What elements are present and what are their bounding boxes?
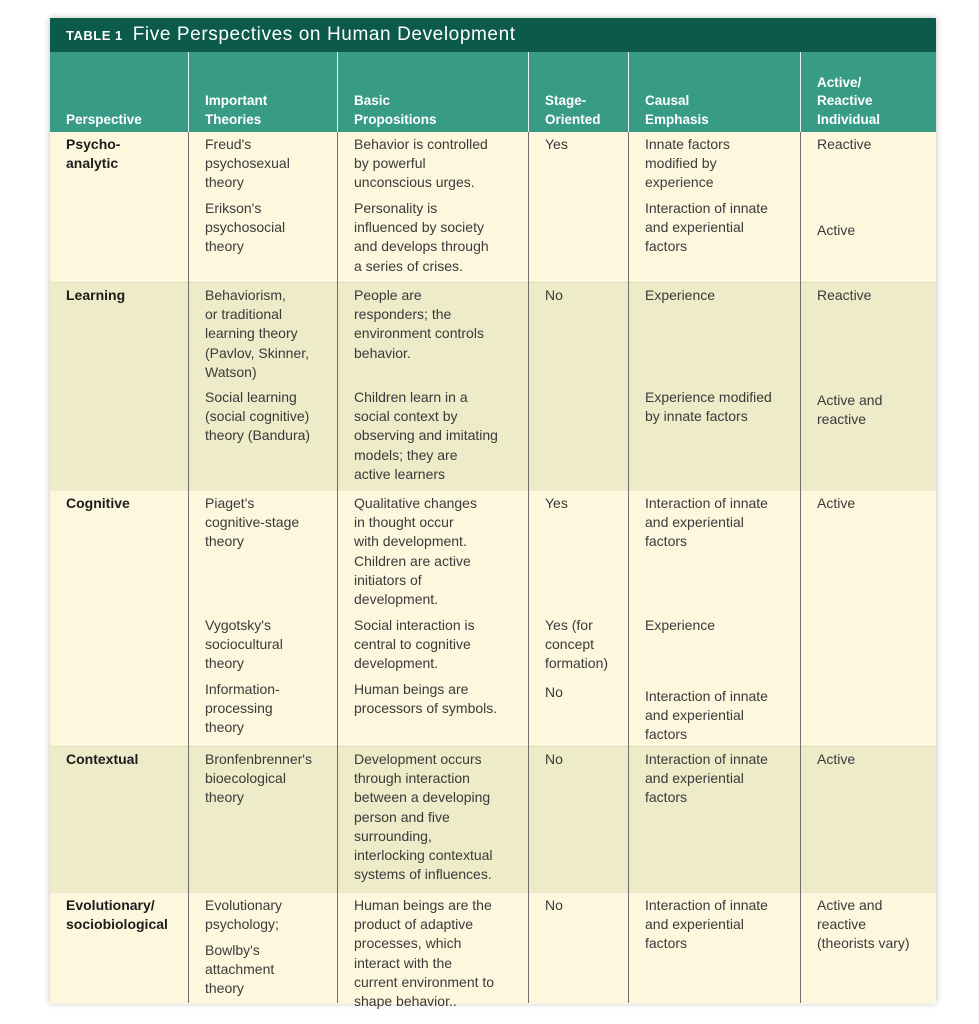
table-row xyxy=(50,132,936,282)
theory-line: Bronfenbrenner's xyxy=(205,751,312,767)
proposition-line: a series of crises. xyxy=(354,257,463,274)
causal-line: factors xyxy=(645,935,688,952)
theory-line: psychosocial xyxy=(205,219,286,236)
stage-cell xyxy=(545,896,563,915)
perspective-line: analytic xyxy=(66,155,119,172)
proposition-line: development. xyxy=(354,655,439,672)
header-line: Oriented xyxy=(545,111,601,127)
theory-line: Piaget's xyxy=(205,495,255,511)
header-theories xyxy=(205,92,267,129)
proposition-line: current environment to xyxy=(354,973,495,990)
theory-line: Bowlby's xyxy=(205,942,260,958)
proposition-line: social context by xyxy=(354,408,458,425)
perspective-line: Contextual xyxy=(66,751,139,767)
proposition-line: responders; the xyxy=(354,306,452,323)
table-row xyxy=(50,282,936,491)
stage-line: No xyxy=(545,287,563,303)
theory-cell xyxy=(205,286,309,382)
stage-line: Yes xyxy=(545,136,568,152)
theory-line: Watson) xyxy=(205,363,257,380)
causal-line: factors xyxy=(645,238,688,255)
column-divider xyxy=(528,132,529,1003)
theory-line: Vygotsky's xyxy=(205,617,271,633)
proposition-line: observing and imitating xyxy=(354,427,498,444)
theory-line: processing xyxy=(205,700,273,717)
column-divider xyxy=(628,52,629,132)
causal-cell xyxy=(645,388,772,426)
proposition-line: interlocking contextual xyxy=(354,847,493,864)
header-line: Causal xyxy=(645,93,690,108)
theory-cell xyxy=(205,896,282,934)
stage-line: No xyxy=(545,897,563,913)
theory-cell xyxy=(205,135,290,193)
causal-line: Interaction of innate xyxy=(645,688,768,704)
theory-line: theory xyxy=(205,238,244,255)
proposition-line: shape behavior.. xyxy=(354,993,457,1010)
proposition-line: and develops through xyxy=(354,238,489,255)
theory-line: theory xyxy=(205,719,244,736)
header-line: Active/ xyxy=(817,74,862,90)
active-line: Active and xyxy=(817,392,883,408)
proposition-line: product of adaptive xyxy=(354,916,474,933)
proposition-line: active learners xyxy=(354,465,446,482)
header-perspective xyxy=(66,111,142,130)
perspective-line: Evolutionary/ xyxy=(66,897,155,913)
active-cell xyxy=(817,286,871,305)
theory-cell xyxy=(205,388,310,446)
stage-line: Yes xyxy=(545,495,568,511)
proposition-line: behavior. xyxy=(354,344,411,361)
causal-line: and experiential xyxy=(645,219,744,236)
stage-line: concept xyxy=(545,636,595,653)
theory-cell xyxy=(205,941,274,999)
theory-line: or traditional xyxy=(205,306,283,323)
theory-cell xyxy=(205,616,283,674)
column-divider xyxy=(337,52,338,132)
active-cell xyxy=(817,391,882,429)
stage-cell xyxy=(545,616,608,674)
header-line: Theories xyxy=(205,111,262,127)
proposition-line: unconscious urges. xyxy=(354,174,475,191)
theory-line: theory xyxy=(205,174,244,191)
causal-line: by innate factors xyxy=(645,408,748,425)
proposition-line: in thought occur xyxy=(354,514,454,531)
table-row xyxy=(50,892,936,1010)
header-line: Stage- xyxy=(545,93,587,108)
proposition-line: through interaction xyxy=(354,770,470,787)
causal-line: Experience modified xyxy=(645,389,772,405)
causal-line: factors xyxy=(645,726,688,743)
proposition-line: processors of symbols. xyxy=(354,700,498,717)
proposition-line: Qualitative changes xyxy=(354,495,477,511)
proposition-cell xyxy=(354,680,497,718)
causal-cell xyxy=(645,750,768,808)
column-divider xyxy=(800,52,801,132)
proposition-line: person and five xyxy=(354,808,450,825)
theory-line: (Pavlov, Skinner, xyxy=(205,344,310,361)
proposition-line: development. xyxy=(354,591,439,608)
causal-line: Interaction of innate xyxy=(645,200,768,216)
causal-cell xyxy=(645,199,768,257)
active-line: Active xyxy=(817,222,856,238)
proposition-line: Children learn in a xyxy=(354,389,468,405)
table-header-row xyxy=(50,52,936,132)
proposition-line: Social interaction is xyxy=(354,617,475,633)
stage-line: Yes (for xyxy=(545,617,593,633)
column-divider xyxy=(188,52,189,132)
column-divider xyxy=(337,132,338,1003)
causal-line: and experiential xyxy=(645,770,744,787)
active-line: reactive xyxy=(817,916,867,933)
causal-cell xyxy=(645,687,768,745)
causal-line: factors xyxy=(645,533,688,550)
theory-line: theory xyxy=(205,789,244,806)
theory-line: Freud's xyxy=(205,136,252,152)
theory-line: Evolutionary xyxy=(205,897,283,913)
causal-line: Innate factors xyxy=(645,136,730,152)
table-row xyxy=(50,490,936,747)
proposition-cell xyxy=(354,616,475,674)
table-title: Five Perspectives on Human Development xyxy=(132,24,516,45)
theory-line: cognitive-stage xyxy=(205,514,300,531)
active-cell xyxy=(817,750,855,769)
active-cell xyxy=(817,494,855,513)
stage-cell xyxy=(545,494,568,513)
development-table xyxy=(50,18,936,1010)
active-line: (theorists vary) xyxy=(817,935,910,952)
header-line: Perspective xyxy=(66,111,142,127)
causal-cell xyxy=(645,616,715,635)
table-row xyxy=(50,746,936,893)
proposition-line: interact with the xyxy=(354,954,453,971)
causal-cell xyxy=(645,135,730,193)
column-divider xyxy=(628,132,629,1003)
active-line: Active xyxy=(817,751,856,767)
perspective-cell xyxy=(66,286,125,305)
proposition-cell xyxy=(354,199,489,276)
proposition-line: Human beings are xyxy=(354,681,469,697)
stage-line: No xyxy=(545,684,563,700)
causal-line: and experiential xyxy=(645,916,744,933)
theory-line: theory (Bandura) xyxy=(205,427,311,444)
causal-line: Interaction of innate xyxy=(645,897,768,913)
active-cell xyxy=(817,896,910,954)
causal-line: and experiential xyxy=(645,707,744,724)
causal-line: Interaction of innate xyxy=(645,495,768,511)
proposition-line: surrounding, xyxy=(354,827,432,844)
theory-line: learning theory xyxy=(205,325,298,342)
theory-line: Information- xyxy=(205,681,280,697)
causal-line: Experience xyxy=(645,617,716,633)
stage-cell xyxy=(545,135,568,154)
theory-cell xyxy=(205,750,312,808)
theory-line: attachment xyxy=(205,961,275,978)
theory-line: (social cognitive) xyxy=(205,408,310,425)
causal-line: and experiential xyxy=(645,514,744,531)
perspective-cell xyxy=(66,135,120,173)
proposition-line: models; they are xyxy=(354,446,458,463)
header-stage xyxy=(545,92,601,129)
theory-line: psychosexual xyxy=(205,155,290,172)
proposition-line: between a developing xyxy=(354,789,491,806)
perspective-cell xyxy=(66,750,138,769)
stage-line: No xyxy=(545,751,563,767)
causal-line: modified by xyxy=(645,155,717,172)
causal-line: experience xyxy=(645,174,714,191)
table-number: TABLE 1 xyxy=(66,28,123,43)
stage-cell xyxy=(545,750,563,769)
proposition-line: systems of influences. xyxy=(354,866,492,883)
theory-line: theory xyxy=(205,655,244,672)
header-line: Emphasis xyxy=(645,111,709,127)
perspective-line: sociobiological xyxy=(66,916,168,933)
theory-line: bioecological xyxy=(205,770,286,787)
active-line: Reactive xyxy=(817,287,872,303)
column-divider xyxy=(528,52,529,132)
proposition-line: by powerful xyxy=(354,155,426,172)
header-line: Reactive xyxy=(817,93,873,108)
proposition-cell xyxy=(354,286,484,363)
theory-cell xyxy=(205,494,299,552)
perspective-line: Cognitive xyxy=(66,495,130,511)
stage-cell xyxy=(545,286,563,305)
active-cell xyxy=(817,221,855,240)
proposition-cell xyxy=(354,135,488,193)
perspective-line: Learning xyxy=(66,287,126,303)
theory-cell xyxy=(205,680,280,738)
proposition-line: environment controls xyxy=(354,325,484,342)
theory-line: Behaviorism, xyxy=(205,287,286,303)
causal-line: Experience xyxy=(645,287,716,303)
stage-line: formation) xyxy=(545,655,609,672)
causal-line: factors xyxy=(645,789,688,806)
proposition-cell xyxy=(354,896,494,1011)
theory-line: theory xyxy=(205,980,244,997)
table-title-bar xyxy=(50,18,936,52)
proposition-cell xyxy=(354,750,493,884)
proposition-line: Personality is xyxy=(354,200,438,216)
header-line: Basic xyxy=(354,93,391,108)
proposition-line: Children are active xyxy=(354,552,471,569)
proposition-line: central to cognitive xyxy=(354,636,471,653)
causal-cell xyxy=(645,494,768,552)
theory-line: Social learning xyxy=(205,389,297,405)
theory-line: theory xyxy=(205,533,244,550)
causal-cell xyxy=(645,896,768,954)
active-cell xyxy=(817,135,871,154)
header-line: Individual xyxy=(817,111,881,127)
column-divider xyxy=(800,132,801,1003)
stage-cell xyxy=(545,683,563,702)
proposition-cell xyxy=(354,388,498,484)
perspective-cell xyxy=(66,494,130,513)
proposition-line: People are xyxy=(354,287,422,303)
header-line: Propositions xyxy=(354,111,437,127)
column-divider xyxy=(188,132,189,1003)
proposition-line: Development occurs xyxy=(354,751,482,767)
header-line: Important xyxy=(205,93,268,108)
perspective-cell xyxy=(66,896,168,934)
active-line: Active and xyxy=(817,897,883,913)
theory-line: psychology; xyxy=(205,916,279,933)
active-line: Active xyxy=(817,495,856,511)
proposition-line: Behavior is controlled xyxy=(354,136,488,152)
proposition-line: influenced by society xyxy=(354,219,484,236)
active-line: reactive xyxy=(817,411,867,428)
proposition-line: initiators of xyxy=(354,571,422,588)
proposition-line: with development. xyxy=(354,533,467,550)
theory-cell xyxy=(205,199,285,257)
theory-line: sociocultural xyxy=(205,636,283,653)
header-causal xyxy=(645,92,709,129)
perspective-line: Psycho- xyxy=(66,136,121,152)
theory-line: Erikson's xyxy=(205,200,262,216)
proposition-cell xyxy=(354,494,477,609)
active-line: Reactive xyxy=(817,136,872,152)
causal-cell xyxy=(645,286,715,305)
header-propositions xyxy=(354,92,437,129)
header-active xyxy=(817,74,880,130)
proposition-line: processes, which xyxy=(354,935,462,952)
causal-line: Interaction of innate xyxy=(645,751,768,767)
proposition-line: Human beings are the xyxy=(354,897,492,913)
